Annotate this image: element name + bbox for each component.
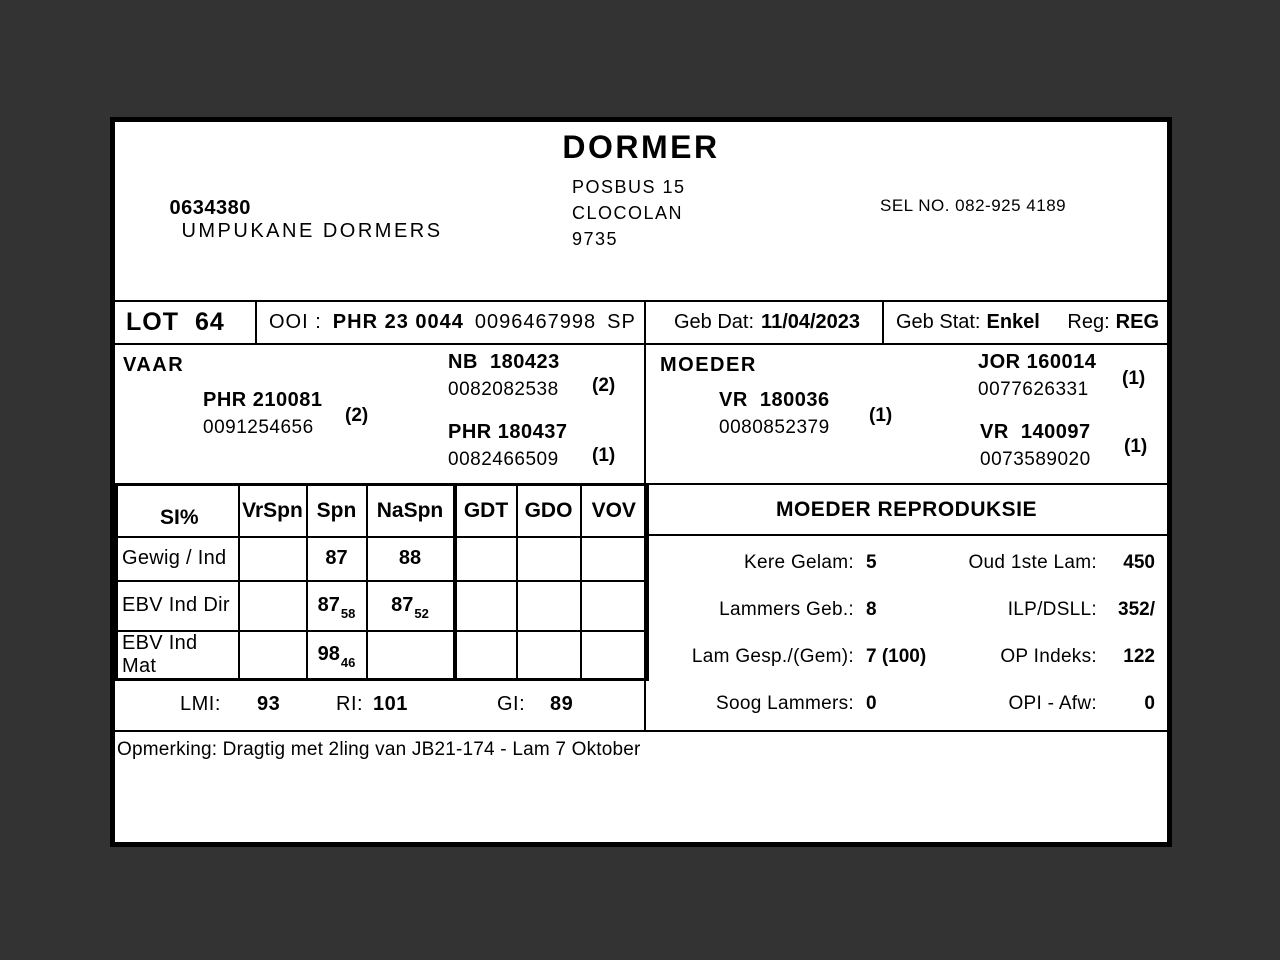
stat-value: 7 (100)	[866, 645, 927, 667]
sire-grandsire-note: (2)	[592, 375, 616, 396]
address-line-2: CLOCOLAN	[572, 203, 684, 223]
row-label: Gewig / Ind	[117, 537, 239, 581]
stat-label: Oud 1ste Lam:	[968, 551, 1097, 573]
stat-value: 352/	[1118, 598, 1155, 620]
animal-tag: PHR 23 0044	[332, 311, 464, 333]
sire-note: (2)	[345, 405, 369, 426]
stat-label: Kere Gelam:	[744, 551, 854, 573]
birth-date: 11/04/2023	[761, 311, 861, 333]
table-cell: 87	[307, 537, 367, 581]
sire-granddam-id: 0082466509	[448, 449, 559, 470]
address-block	[572, 174, 686, 252]
table-cell	[239, 631, 307, 680]
phone-number: SEL NO. 082-925 4189	[880, 196, 1067, 215]
card-header	[115, 122, 1167, 300]
dam-grandsire-note: (1)	[1122, 368, 1146, 389]
table-cell	[239, 581, 307, 631]
table-row-gewig	[117, 537, 648, 581]
birth-status-group	[896, 311, 1040, 334]
lot-cell	[115, 302, 257, 343]
index-row	[115, 680, 646, 730]
sire-block	[203, 389, 408, 439]
table-cell	[367, 631, 455, 680]
table-cell	[581, 631, 648, 680]
table-cell	[581, 581, 648, 631]
lmi-label: LMI:	[180, 693, 221, 715]
gi-value: 89	[550, 693, 574, 715]
stat-row	[646, 633, 1167, 680]
gi-label: GI:	[497, 693, 526, 715]
stat-value: 122	[1123, 645, 1155, 667]
sire-granddam-tag: PHR 180437	[448, 421, 568, 443]
catalog-card	[110, 117, 1172, 847]
table-cell: $87_{58}$	[307, 581, 367, 631]
lmi-value: 93	[257, 693, 281, 715]
row-label: EBV Ind Dir	[117, 581, 239, 631]
stat-value: 0	[1144, 692, 1155, 714]
birth-status-cell	[884, 302, 1167, 343]
reproduction-panel	[646, 483, 1167, 730]
column-header-si: SI%	[117, 485, 239, 537]
stat-label: Lam Gesp./(Gem):	[691, 645, 854, 667]
table-cell	[581, 537, 648, 581]
stat-row	[646, 586, 1167, 633]
dam-tag: VR 180036	[719, 389, 830, 411]
reproduction-title: MOEDER REPRODUKSIE	[646, 485, 1167, 536]
address-line-1: POSBUS 15	[572, 177, 686, 197]
column-header-gdt: GDT	[455, 485, 517, 537]
table-cell	[455, 581, 517, 631]
animal-id-cell	[257, 302, 646, 343]
birth-date-label: Geb Dat:	[674, 311, 755, 333]
remark-line: Opmerking: Dragtig met 2ling van JB21-174 - Lam 7 Oktober	[115, 730, 1167, 842]
dam-granddam-note: (1)	[1124, 436, 1148, 457]
si-table	[115, 483, 649, 681]
dam-note: (1)	[869, 405, 893, 426]
table-cell: $87_{52}$	[367, 581, 455, 631]
ri-label: RI:	[336, 693, 364, 715]
dam-granddam-id: 0073589020	[980, 449, 1091, 470]
table-row-ebv-mat	[117, 631, 648, 680]
sex-label: OOI :	[269, 311, 322, 333]
table-cell	[455, 631, 517, 680]
stat-value: 8	[866, 598, 877, 620]
dam-granddam-tag: VR 140097	[980, 421, 1091, 443]
stat-row	[646, 539, 1167, 586]
sire-grandsire-tag: NB 180423	[448, 351, 560, 373]
stat-label: Soog Lammers:	[715, 692, 854, 714]
birth-status: Enkel	[986, 311, 1040, 333]
column-header-naspn: NaSpn	[367, 485, 455, 537]
table-row-ebv-dir	[117, 581, 648, 631]
column-header-gdo: GDO	[517, 485, 581, 537]
si-header-row	[117, 485, 648, 537]
sire-granddam-note: (1)	[592, 445, 616, 466]
dam-grandsire-block	[978, 351, 1183, 401]
breeder-line	[125, 174, 443, 266]
stat-value: 450	[1123, 551, 1155, 573]
dam-id: 0080852379	[719, 417, 830, 438]
sire-title: VAAR	[123, 354, 185, 376]
stat-row	[646, 680, 1167, 727]
dam-grandsire-tag: JOR 160014	[978, 351, 1097, 373]
dam-title: MOEDER	[660, 354, 757, 376]
birth-status-label: Geb Stat:	[896, 311, 981, 333]
sire-id: 0091254656	[203, 417, 314, 438]
si-table-wrap	[115, 483, 649, 681]
column-header-spn: Spn	[307, 485, 367, 537]
dam-grandsire-id: 0077626331	[978, 379, 1089, 400]
table-cell	[455, 537, 517, 581]
stat-value: 0	[866, 692, 877, 714]
stat-value: 5	[866, 551, 877, 573]
reg-status: REG	[1115, 311, 1159, 333]
dam-granddam-block	[980, 421, 1185, 471]
sire-tag: PHR 210081	[203, 389, 323, 411]
lot-row	[115, 300, 1167, 345]
sire-grandsire-id: 0082082538	[448, 379, 559, 400]
stud-name: UMPUKANE DORMERS	[181, 220, 443, 242]
stat-label: OP Indeks:	[1000, 645, 1097, 667]
table-cell: 88	[367, 537, 455, 581]
id-suffix: SP	[607, 311, 636, 333]
table-cell: $98_{46}$	[307, 631, 367, 680]
ri-value: 101	[373, 693, 408, 715]
lot-number: 64	[195, 308, 225, 336]
stat-label: ILP/DSLL:	[1007, 598, 1097, 620]
row-label: EBV Ind Mat	[117, 631, 239, 680]
sire-grandsire-block	[448, 351, 653, 401]
breed-title: DORMER	[562, 129, 720, 165]
table-cell	[239, 537, 307, 581]
column-header-vov: VOV	[581, 485, 648, 537]
address-line-3: 9735	[572, 229, 619, 249]
member-number: 0634380	[169, 197, 251, 219]
stat-label: OPI - Afw:	[1008, 692, 1097, 714]
electronic-id: 0096467998	[474, 311, 597, 333]
dam-block	[719, 389, 924, 439]
table-cell	[517, 537, 581, 581]
sire-granddam-block	[448, 421, 653, 471]
reproduction-stats	[646, 536, 1167, 727]
stat-label: Lammers Geb.:	[719, 598, 854, 620]
reg-label: Reg:	[1067, 311, 1110, 333]
birth-date-cell	[646, 302, 884, 343]
table-cell	[517, 581, 581, 631]
reg-group	[1067, 311, 1159, 334]
pedigree-section	[115, 345, 1167, 483]
lot-label: LOT	[126, 308, 179, 336]
table-cell	[517, 631, 581, 680]
column-header-vrspn: VrSpn	[239, 485, 307, 537]
